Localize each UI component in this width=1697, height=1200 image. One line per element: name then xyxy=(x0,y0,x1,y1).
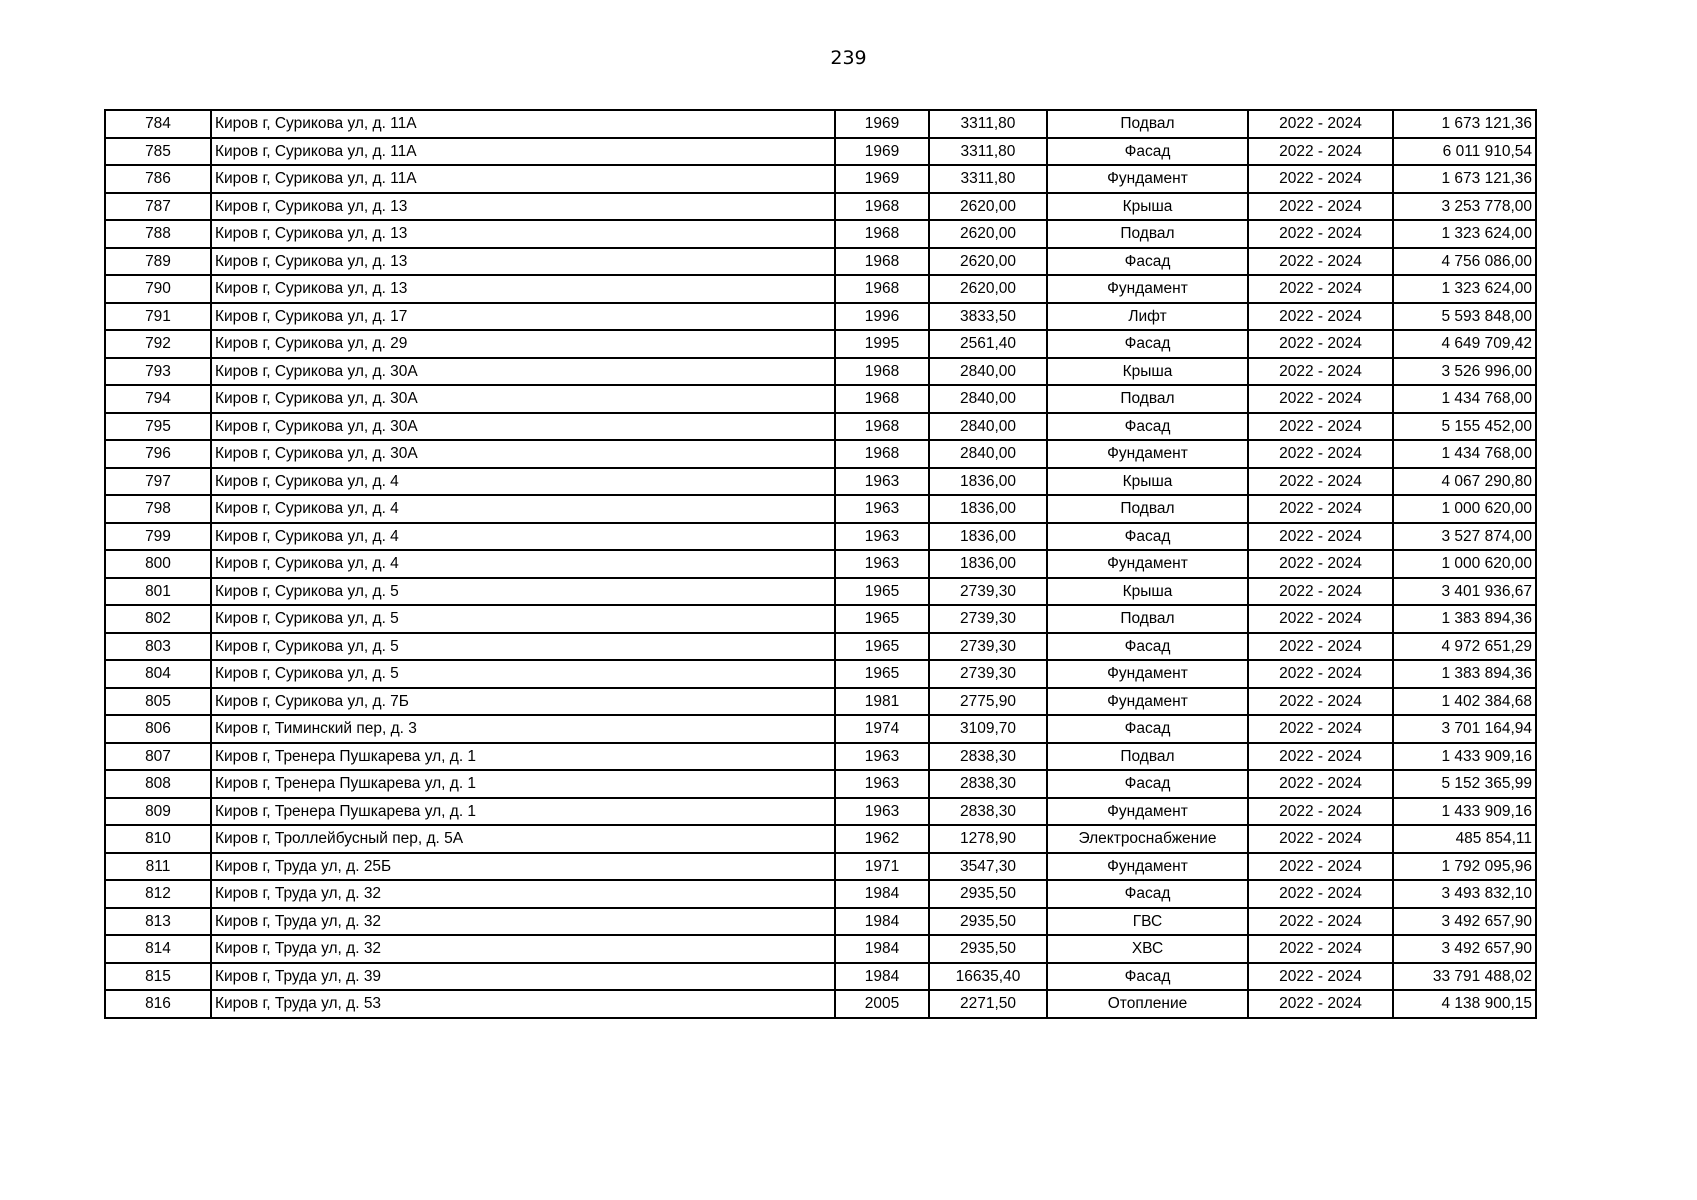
work-type-cell: Крыша xyxy=(1047,578,1248,606)
build-year-cell: 1969 xyxy=(835,165,929,193)
period-cell: 2022 - 2024 xyxy=(1248,248,1393,276)
cost-cell: 4 972 651,29 xyxy=(1393,633,1536,661)
address-cell: Киров г, Труда ул, д. 32 xyxy=(211,908,835,936)
cost-cell: 1 433 909,16 xyxy=(1393,798,1536,826)
row-number-cell: 805 xyxy=(105,688,211,716)
cost-cell: 3 493 832,10 xyxy=(1393,880,1536,908)
row-number-cell: 801 xyxy=(105,578,211,606)
period-cell: 2022 - 2024 xyxy=(1248,853,1393,881)
address-cell: Киров г, Сурикова ул, д. 5 xyxy=(211,660,835,688)
cost-cell: 1 673 121,36 xyxy=(1393,110,1536,138)
row-number-cell: 804 xyxy=(105,660,211,688)
area-cell: 3311,80 xyxy=(929,165,1047,193)
build-year-cell: 1995 xyxy=(835,330,929,358)
area-cell: 2840,00 xyxy=(929,440,1047,468)
work-type-cell: Лифт xyxy=(1047,303,1248,331)
row-number-cell: 810 xyxy=(105,825,211,853)
table-row xyxy=(105,550,1536,578)
address-cell: Киров г, Сурикова ул, д. 13 xyxy=(211,193,835,221)
work-type-cell: Фундамент xyxy=(1047,275,1248,303)
area-cell: 1836,00 xyxy=(929,468,1047,496)
cost-cell: 1 323 624,00 xyxy=(1393,220,1536,248)
build-year-cell: 1984 xyxy=(835,880,929,908)
period-cell: 2022 - 2024 xyxy=(1248,468,1393,496)
table-row xyxy=(105,963,1536,991)
area-cell: 2935,50 xyxy=(929,935,1047,963)
work-type-cell: Фасад xyxy=(1047,523,1248,551)
period-cell: 2022 - 2024 xyxy=(1248,798,1393,826)
build-year-cell: 1963 xyxy=(835,468,929,496)
work-type-cell: Фасад xyxy=(1047,963,1248,991)
work-type-cell: Подвал xyxy=(1047,605,1248,633)
build-year-cell: 1984 xyxy=(835,963,929,991)
period-cell: 2022 - 2024 xyxy=(1248,495,1393,523)
area-cell: 2840,00 xyxy=(929,358,1047,386)
row-number-cell: 791 xyxy=(105,303,211,331)
table-row xyxy=(105,798,1536,826)
address-cell: Киров г, Сурикова ул, д. 30А xyxy=(211,385,835,413)
period-cell: 2022 - 2024 xyxy=(1248,908,1393,936)
period-cell: 2022 - 2024 xyxy=(1248,990,1393,1018)
table-row xyxy=(105,853,1536,881)
build-year-cell: 1963 xyxy=(835,770,929,798)
address-cell: Киров г, Сурикова ул, д. 4 xyxy=(211,550,835,578)
table-body xyxy=(105,110,1536,1018)
cost-cell: 4 067 290,80 xyxy=(1393,468,1536,496)
row-number-cell: 815 xyxy=(105,963,211,991)
area-cell: 3547,30 xyxy=(929,853,1047,881)
address-cell: Киров г, Сурикова ул, д. 5 xyxy=(211,605,835,633)
address-cell: Киров г, Сурикова ул, д. 5 xyxy=(211,578,835,606)
table-row xyxy=(105,908,1536,936)
build-year-cell: 1968 xyxy=(835,440,929,468)
area-cell: 2739,30 xyxy=(929,660,1047,688)
build-year-cell: 1996 xyxy=(835,303,929,331)
cost-cell: 1 434 768,00 xyxy=(1393,440,1536,468)
build-year-cell: 1971 xyxy=(835,853,929,881)
row-number-cell: 812 xyxy=(105,880,211,908)
cost-cell: 1 383 894,36 xyxy=(1393,605,1536,633)
cost-cell: 3 401 936,67 xyxy=(1393,578,1536,606)
cost-cell: 3 527 874,00 xyxy=(1393,523,1536,551)
address-cell: Киров г, Сурикова ул, д. 11А xyxy=(211,138,835,166)
build-year-cell: 2005 xyxy=(835,990,929,1018)
period-cell: 2022 - 2024 xyxy=(1248,193,1393,221)
table-row xyxy=(105,495,1536,523)
cost-cell: 3 492 657,90 xyxy=(1393,908,1536,936)
table-row xyxy=(105,633,1536,661)
period-cell: 2022 - 2024 xyxy=(1248,220,1393,248)
work-type-cell: ГВС xyxy=(1047,908,1248,936)
area-cell: 2271,50 xyxy=(929,990,1047,1018)
cost-cell: 5 152 365,99 xyxy=(1393,770,1536,798)
cost-cell: 1 402 384,68 xyxy=(1393,688,1536,716)
address-cell: Киров г, Сурикова ул, д. 4 xyxy=(211,523,835,551)
row-number-cell: 800 xyxy=(105,550,211,578)
table-row xyxy=(105,220,1536,248)
address-cell: Киров г, Сурикова ул, д. 5 xyxy=(211,633,835,661)
row-number-cell: 795 xyxy=(105,413,211,441)
address-cell: Киров г, Тиминский пер, д. 3 xyxy=(211,715,835,743)
area-cell: 2620,00 xyxy=(929,220,1047,248)
area-cell: 2840,00 xyxy=(929,413,1047,441)
page-number: 239 xyxy=(830,47,867,69)
address-cell: Киров г, Труда ул, д. 53 xyxy=(211,990,835,1018)
cost-cell: 1 000 620,00 xyxy=(1393,550,1536,578)
work-type-cell: Подвал xyxy=(1047,385,1248,413)
row-number-cell: 803 xyxy=(105,633,211,661)
period-cell: 2022 - 2024 xyxy=(1248,715,1393,743)
period-cell: 2022 - 2024 xyxy=(1248,550,1393,578)
address-cell: Киров г, Сурикова ул, д. 4 xyxy=(211,468,835,496)
row-number-cell: 789 xyxy=(105,248,211,276)
table-row xyxy=(105,413,1536,441)
work-type-cell: Фасад xyxy=(1047,138,1248,166)
period-cell: 2022 - 2024 xyxy=(1248,330,1393,358)
row-number-cell: 787 xyxy=(105,193,211,221)
table-row xyxy=(105,303,1536,331)
address-cell: Киров г, Сурикова ул, д. 13 xyxy=(211,220,835,248)
work-type-cell: Электроснабжение xyxy=(1047,825,1248,853)
period-cell: 2022 - 2024 xyxy=(1248,358,1393,386)
work-type-cell: Фасад xyxy=(1047,330,1248,358)
period-cell: 2022 - 2024 xyxy=(1248,165,1393,193)
row-number-cell: 786 xyxy=(105,165,211,193)
period-cell: 2022 - 2024 xyxy=(1248,385,1393,413)
address-cell: Киров г, Сурикова ул, д. 30А xyxy=(211,413,835,441)
period-cell: 2022 - 2024 xyxy=(1248,963,1393,991)
build-year-cell: 1963 xyxy=(835,743,929,771)
area-cell: 2838,30 xyxy=(929,770,1047,798)
table-row xyxy=(105,990,1536,1018)
work-type-cell: Подвал xyxy=(1047,110,1248,138)
period-cell: 2022 - 2024 xyxy=(1248,770,1393,798)
table-row xyxy=(105,275,1536,303)
build-year-cell: 1965 xyxy=(835,578,929,606)
row-number-cell: 806 xyxy=(105,715,211,743)
address-cell: Киров г, Сурикова ул, д. 13 xyxy=(211,275,835,303)
row-number-cell: 808 xyxy=(105,770,211,798)
area-cell: 3833,50 xyxy=(929,303,1047,331)
area-cell: 2739,30 xyxy=(929,578,1047,606)
work-type-cell: Фасад xyxy=(1047,715,1248,743)
table-row xyxy=(105,935,1536,963)
cost-cell: 33 791 488,02 xyxy=(1393,963,1536,991)
cost-cell: 5 155 452,00 xyxy=(1393,413,1536,441)
row-number-cell: 799 xyxy=(105,523,211,551)
cost-cell: 1 434 768,00 xyxy=(1393,385,1536,413)
cost-cell: 4 649 709,42 xyxy=(1393,330,1536,358)
repair-register-table xyxy=(104,109,1537,1019)
row-number-cell: 788 xyxy=(105,220,211,248)
build-year-cell: 1963 xyxy=(835,550,929,578)
work-type-cell: Подвал xyxy=(1047,495,1248,523)
period-cell: 2022 - 2024 xyxy=(1248,688,1393,716)
work-type-cell: Фундамент xyxy=(1047,660,1248,688)
work-type-cell: Фундамент xyxy=(1047,798,1248,826)
period-cell: 2022 - 2024 xyxy=(1248,275,1393,303)
row-number-cell: 796 xyxy=(105,440,211,468)
address-cell: Киров г, Сурикова ул, д. 7Б xyxy=(211,688,835,716)
build-year-cell: 1962 xyxy=(835,825,929,853)
period-cell: 2022 - 2024 xyxy=(1248,110,1393,138)
table-row xyxy=(105,578,1536,606)
table-row xyxy=(105,193,1536,221)
area-cell: 2935,50 xyxy=(929,880,1047,908)
table-row xyxy=(105,468,1536,496)
row-number-cell: 794 xyxy=(105,385,211,413)
row-number-cell: 797 xyxy=(105,468,211,496)
period-cell: 2022 - 2024 xyxy=(1248,303,1393,331)
address-cell: Киров г, Тренера Пушкарева ул, д. 1 xyxy=(211,798,835,826)
area-cell: 2620,00 xyxy=(929,193,1047,221)
area-cell: 2620,00 xyxy=(929,248,1047,276)
area-cell: 3311,80 xyxy=(929,138,1047,166)
cost-cell: 3 526 996,00 xyxy=(1393,358,1536,386)
address-cell: Киров г, Тренера Пушкарева ул, д. 1 xyxy=(211,743,835,771)
work-type-cell: Фасад xyxy=(1047,633,1248,661)
table-row xyxy=(105,138,1536,166)
build-year-cell: 1963 xyxy=(835,495,929,523)
table-row xyxy=(105,770,1536,798)
cost-cell: 1 433 909,16 xyxy=(1393,743,1536,771)
cost-cell: 1 792 095,96 xyxy=(1393,853,1536,881)
build-year-cell: 1968 xyxy=(835,275,929,303)
row-number-cell: 814 xyxy=(105,935,211,963)
address-cell: Киров г, Сурикова ул, д. 13 xyxy=(211,248,835,276)
build-year-cell: 1974 xyxy=(835,715,929,743)
area-cell: 16635,40 xyxy=(929,963,1047,991)
row-number-cell: 793 xyxy=(105,358,211,386)
work-type-cell: Крыша xyxy=(1047,358,1248,386)
build-year-cell: 1963 xyxy=(835,798,929,826)
address-cell: Киров г, Тренера Пушкарева ул, д. 1 xyxy=(211,770,835,798)
cost-cell: 1 383 894,36 xyxy=(1393,660,1536,688)
table-row xyxy=(105,743,1536,771)
build-year-cell: 1965 xyxy=(835,660,929,688)
period-cell: 2022 - 2024 xyxy=(1248,578,1393,606)
period-cell: 2022 - 2024 xyxy=(1248,138,1393,166)
area-cell: 3311,80 xyxy=(929,110,1047,138)
period-cell: 2022 - 2024 xyxy=(1248,413,1393,441)
period-cell: 2022 - 2024 xyxy=(1248,605,1393,633)
cost-cell: 1 673 121,36 xyxy=(1393,165,1536,193)
area-cell: 1836,00 xyxy=(929,550,1047,578)
work-type-cell: Отопление xyxy=(1047,990,1248,1018)
period-cell: 2022 - 2024 xyxy=(1248,825,1393,853)
work-type-cell: Фундамент xyxy=(1047,550,1248,578)
build-year-cell: 1968 xyxy=(835,248,929,276)
build-year-cell: 1984 xyxy=(835,935,929,963)
area-cell: 2840,00 xyxy=(929,385,1047,413)
row-number-cell: 816 xyxy=(105,990,211,1018)
period-cell: 2022 - 2024 xyxy=(1248,633,1393,661)
row-number-cell: 784 xyxy=(105,110,211,138)
table-row xyxy=(105,165,1536,193)
table-row xyxy=(105,688,1536,716)
build-year-cell: 1965 xyxy=(835,633,929,661)
row-number-cell: 809 xyxy=(105,798,211,826)
row-number-cell: 790 xyxy=(105,275,211,303)
row-number-cell: 813 xyxy=(105,908,211,936)
table-row xyxy=(105,385,1536,413)
work-type-cell: Фундамент xyxy=(1047,165,1248,193)
build-year-cell: 1968 xyxy=(835,385,929,413)
work-type-cell: Крыша xyxy=(1047,193,1248,221)
row-number-cell: 807 xyxy=(105,743,211,771)
area-cell: 1278,90 xyxy=(929,825,1047,853)
row-number-cell: 798 xyxy=(105,495,211,523)
cost-cell: 3 701 164,94 xyxy=(1393,715,1536,743)
build-year-cell: 1969 xyxy=(835,110,929,138)
row-number-cell: 802 xyxy=(105,605,211,633)
table-row xyxy=(105,440,1536,468)
address-cell: Киров г, Труда ул, д. 32 xyxy=(211,935,835,963)
build-year-cell: 1968 xyxy=(835,220,929,248)
table-row xyxy=(105,880,1536,908)
cost-cell: 485 854,11 xyxy=(1393,825,1536,853)
cost-cell: 1 323 624,00 xyxy=(1393,275,1536,303)
address-cell: Киров г, Сурикова ул, д. 4 xyxy=(211,495,835,523)
build-year-cell: 1969 xyxy=(835,138,929,166)
work-type-cell: Крыша xyxy=(1047,468,1248,496)
build-year-cell: 1968 xyxy=(835,358,929,386)
cost-cell: 3 253 778,00 xyxy=(1393,193,1536,221)
table-row xyxy=(105,110,1536,138)
row-number-cell: 811 xyxy=(105,853,211,881)
work-type-cell: Подвал xyxy=(1047,743,1248,771)
area-cell: 2838,30 xyxy=(929,743,1047,771)
address-cell: Киров г, Сурикова ул, д. 11А xyxy=(211,110,835,138)
area-cell: 3109,70 xyxy=(929,715,1047,743)
period-cell: 2022 - 2024 xyxy=(1248,523,1393,551)
cost-cell: 4 138 900,15 xyxy=(1393,990,1536,1018)
area-cell: 2561,40 xyxy=(929,330,1047,358)
table-row xyxy=(105,660,1536,688)
work-type-cell: Фундамент xyxy=(1047,440,1248,468)
period-cell: 2022 - 2024 xyxy=(1248,660,1393,688)
build-year-cell: 1968 xyxy=(835,193,929,221)
build-year-cell: 1963 xyxy=(835,523,929,551)
area-cell: 1836,00 xyxy=(929,523,1047,551)
row-number-cell: 792 xyxy=(105,330,211,358)
cost-cell: 4 756 086,00 xyxy=(1393,248,1536,276)
address-cell: Киров г, Сурикова ул, д. 30А xyxy=(211,440,835,468)
work-type-cell: Фундамент xyxy=(1047,688,1248,716)
work-type-cell: Фасад xyxy=(1047,770,1248,798)
area-cell: 2739,30 xyxy=(929,633,1047,661)
work-type-cell: Фасад xyxy=(1047,880,1248,908)
build-year-cell: 1968 xyxy=(835,413,929,441)
work-type-cell: Подвал xyxy=(1047,220,1248,248)
table-row xyxy=(105,825,1536,853)
area-cell: 1836,00 xyxy=(929,495,1047,523)
address-cell: Киров г, Труда ул, д. 32 xyxy=(211,880,835,908)
row-number-cell: 785 xyxy=(105,138,211,166)
address-cell: Киров г, Сурикова ул, д. 17 xyxy=(211,303,835,331)
address-cell: Киров г, Труда ул, д. 25Б xyxy=(211,853,835,881)
period-cell: 2022 - 2024 xyxy=(1248,880,1393,908)
area-cell: 2935,50 xyxy=(929,908,1047,936)
address-cell: Киров г, Сурикова ул, д. 11А xyxy=(211,165,835,193)
build-year-cell: 1965 xyxy=(835,605,929,633)
cost-cell: 1 000 620,00 xyxy=(1393,495,1536,523)
period-cell: 2022 - 2024 xyxy=(1248,743,1393,771)
area-cell: 2775,90 xyxy=(929,688,1047,716)
cost-cell: 3 492 657,90 xyxy=(1393,935,1536,963)
table-row xyxy=(105,523,1536,551)
work-type-cell: Фундамент xyxy=(1047,853,1248,881)
address-cell: Киров г, Труда ул, д. 39 xyxy=(211,963,835,991)
table-row xyxy=(105,358,1536,386)
address-cell: Киров г, Сурикова ул, д. 29 xyxy=(211,330,835,358)
work-type-cell: Фасад xyxy=(1047,413,1248,441)
table-row xyxy=(105,248,1536,276)
work-type-cell: Фасад xyxy=(1047,248,1248,276)
cost-cell: 6 011 910,54 xyxy=(1393,138,1536,166)
table-row xyxy=(105,605,1536,633)
cost-cell: 5 593 848,00 xyxy=(1393,303,1536,331)
work-type-cell: ХВС xyxy=(1047,935,1248,963)
build-year-cell: 1981 xyxy=(835,688,929,716)
period-cell: 2022 - 2024 xyxy=(1248,935,1393,963)
build-year-cell: 1984 xyxy=(835,908,929,936)
area-cell: 2620,00 xyxy=(929,275,1047,303)
table-row xyxy=(105,715,1536,743)
area-cell: 2739,30 xyxy=(929,605,1047,633)
address-cell: Киров г, Троллейбусный пер, д. 5А xyxy=(211,825,835,853)
area-cell: 2838,30 xyxy=(929,798,1047,826)
table-row xyxy=(105,330,1536,358)
address-cell: Киров г, Сурикова ул, д. 30А xyxy=(211,358,835,386)
period-cell: 2022 - 2024 xyxy=(1248,440,1393,468)
